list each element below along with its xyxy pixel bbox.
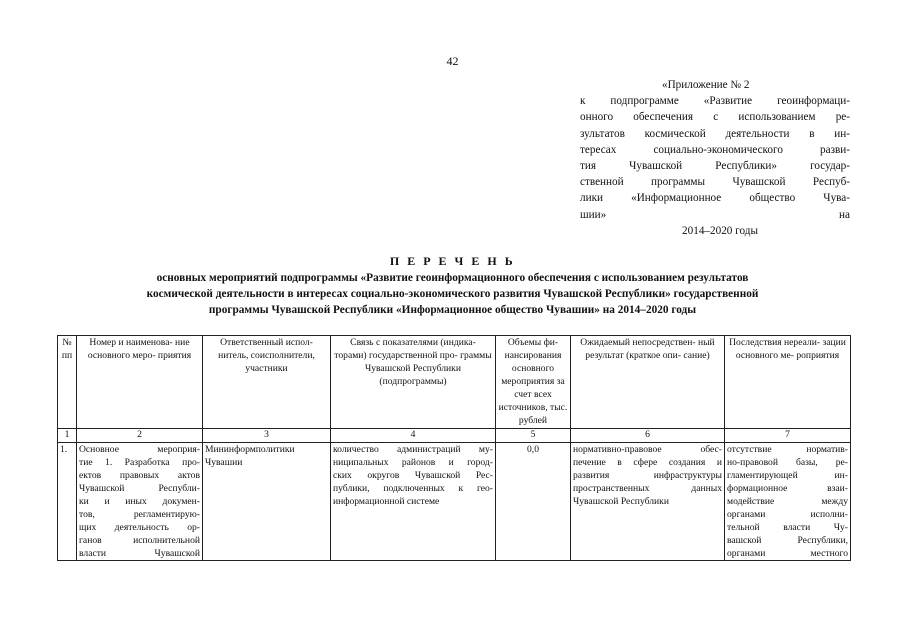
consequence-line: модействие между [727,496,848,507]
header-cell-consequences: Последствия нереали- зации основного ме- роприятия [725,336,851,429]
appendix-line: тересах социально-экономического разви- [580,143,850,156]
consequence-cell [725,443,851,561]
consequence-line: тельной власти Чу- [727,522,848,533]
measures-table [57,335,851,561]
consequence-line: отсутствие норматив- [727,444,848,455]
column-number-cell: 4 [331,429,496,443]
appendix-line: лики «Информационное общество Чува- [580,192,850,205]
header-cell-number: № пп [58,336,77,429]
appendix-line: тия Чувашской Республики» государ- [580,160,850,173]
result-line: Чувашской Республики [573,496,669,507]
result-line: печение в сфере создания и [573,457,722,468]
measure-cell [77,443,203,561]
appendix-line: зультатов космической деятельности в ин- [580,127,850,140]
appendix-line: онного обеспечения с использованием ре- [580,111,850,124]
consequence-line: органами исполни- [727,509,848,520]
subtitle-line: основных мероприятий подпрограммы «Развитие геоинформационного обеспечения с использованием результатов [156,272,749,284]
executor-cell [203,443,331,561]
header-cell-funding: Объемы фи- нансирования основного мероприятия за счет всех источников, тыс. рублей [496,336,571,429]
result-cell [571,443,725,561]
appendix-lines [580,93,850,223]
table-row [58,443,851,561]
appendix-years: 2014–2020 годы [682,224,758,237]
consequence-line: формационное взаи- [727,483,848,494]
indicator-line: количество администраций му- [333,444,493,455]
consequence-line: органами местного [727,548,848,559]
measure-line: ганов исполнительной [79,535,200,546]
measure-line: Чувашской Республи- [79,483,200,494]
document-subtitle [40,270,865,318]
indicator-line: ских округов Чувашской Рес- [333,470,493,481]
consequence-line: но-правовой базы, ре- [727,457,848,468]
result-line: развития инфраструктуры [573,470,722,481]
appendix-line: ственной программы Чувашской Респуб- [580,176,850,189]
measure-line: ектов правовых актов [79,470,200,481]
indicator-cell [331,443,496,561]
result-line: пространственных данных [573,483,722,494]
executor-line: Мининформполитики [205,444,295,455]
appendix-head: «Приложение № 2 [662,79,750,91]
appendix-line: шии» на [580,208,850,221]
column-number-cell: 6 [571,429,725,443]
appendix-note [580,77,850,239]
executor-line: Чувашии [205,457,243,468]
header-cell-executor: Ответственный испол- нитель, соисполнители, участники [203,336,331,429]
funding-cell: 0,0 [496,443,571,561]
appendix-line: к подпрограмме «Развитие геоинформаци- [580,95,850,108]
measure-line: власти Чувашской [79,548,200,559]
consequence-line: вашской Республики, [727,535,848,546]
column-number-cell: 5 [496,429,571,443]
column-number-cell: 7 [725,429,851,443]
page-number: 42 [446,54,459,68]
indicator-line: информационной системе [333,496,440,507]
consequence-line: гламентирующей ин- [727,470,848,481]
measure-line: ки и иных докумен- [79,496,200,507]
measure-line: тов, регламентирую- [79,509,200,520]
measure-line: тие 1. Разработка про- [79,457,200,468]
column-number-row [58,429,851,443]
document-title: П Е Р Е Ч Е Н Ь [389,254,516,268]
result-line: нормативно-правовое обес- [573,444,722,455]
measure-line: Основное мероприя- [79,444,200,455]
subtitle-line: космической деятельности в интересах социально-экономического развития Чувашской Республики» государственной [146,288,759,300]
row-number-cell: 1. [58,443,77,561]
header-cell-result: Ожидаемый непосредствен- ный результат (краткое опи- сание) [571,336,725,429]
column-number-cell: 3 [203,429,331,443]
indicator-line: публики, подключенных к гео- [333,483,493,494]
header-cell-measure: Номер и наименова- ние основного меро- приятия [77,336,203,429]
header-cell-indicators: Связь с показателями (индика- торами) государственной про- граммы Чувашской Республики (подпрограммы) [331,336,496,429]
subtitle-line: программы Чувашской Республики «Информационное общество Чувашии» на 2014–2020 годы [208,304,697,316]
column-number-cell: 2 [77,429,203,443]
indicator-line: ниципальных районов и город- [333,457,493,468]
measure-line: щих деятельность ор- [79,522,200,533]
column-number-cell: 1 [58,429,77,443]
table-header-row [58,336,851,429]
